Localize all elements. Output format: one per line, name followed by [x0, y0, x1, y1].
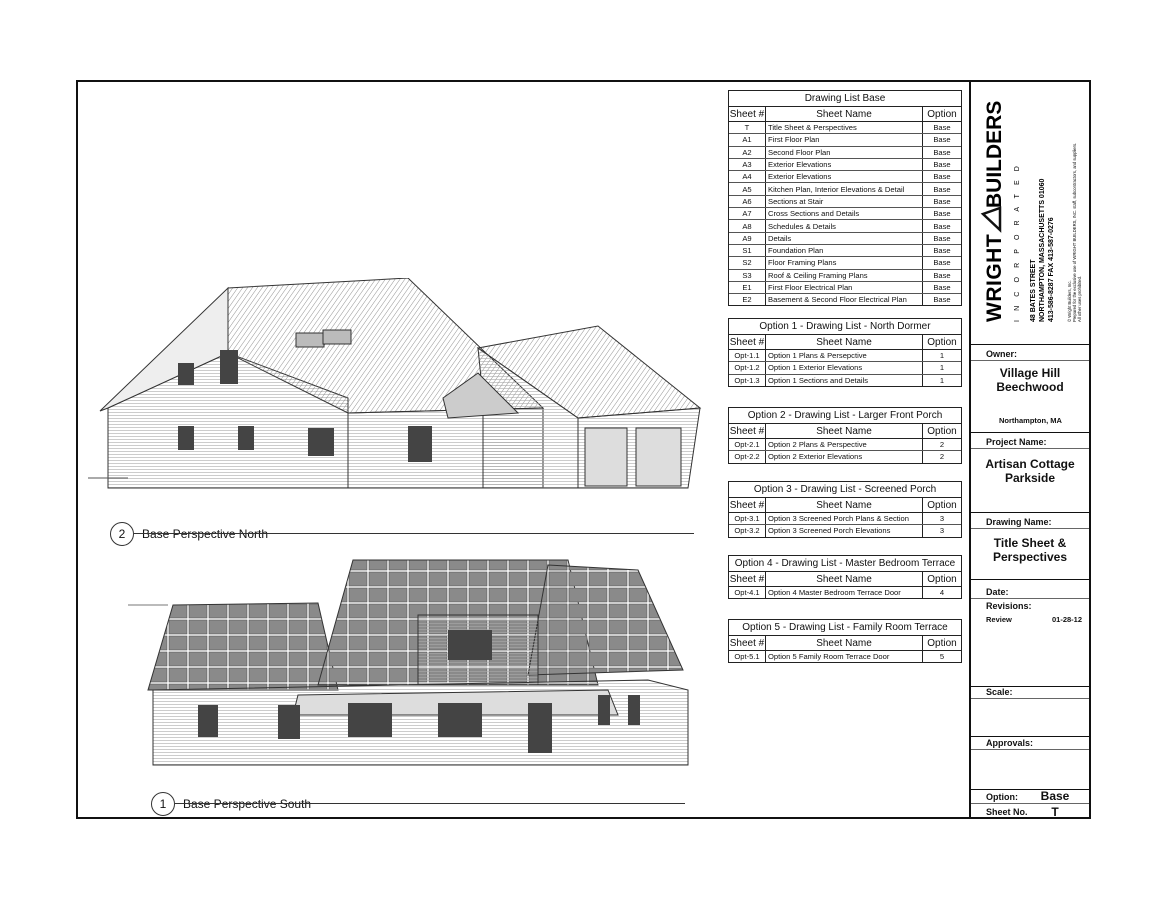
sheet-name-cell: Option 1 Plans & Persepctive [766, 350, 923, 362]
header-sheet-name: Sheet Name [766, 335, 923, 350]
sheet-name-cell: Sections at Stair [766, 195, 923, 207]
drawing-list-title: Drawing List Base [729, 91, 961, 107]
sheet-name-cell: Option 1 Sections and Details [766, 374, 923, 386]
sheet-number-cell: Opt-1.2 [729, 362, 766, 374]
option-cell: Base [923, 244, 962, 256]
project-label: Project Name: [986, 437, 1047, 447]
perspective-title: Base Perspective North [142, 527, 269, 541]
sheet-number-cell: T [729, 122, 766, 134]
drawing-list-table [729, 636, 961, 662]
drawing-name-line-2: Perspectives [992, 550, 1068, 564]
sheet-name-cell: Option 5 Family Room Terrace Door [766, 651, 923, 663]
sheet-name-cell: Option 4 Master Bedroom Terrace Door [766, 587, 923, 599]
table-row [729, 269, 961, 281]
company-name-right: BUILDERS [983, 100, 1006, 208]
divider [971, 736, 1089, 737]
table-row [729, 294, 961, 306]
sheet-name-cell: Option 3 Screened Porch Plans & Section [766, 513, 923, 525]
divider [971, 598, 1089, 599]
drawing-list-title: Option 2 - Drawing List - Larger Front Porch [729, 408, 961, 424]
option-cell: Base [923, 122, 962, 134]
sheet-number-cell: A3 [729, 158, 766, 170]
drawing-list-table [729, 107, 961, 305]
sheet-name-cell: Cross Sections and Details [766, 208, 923, 220]
sheet-name-cell: Schedules & Details [766, 220, 923, 232]
header-sheet-name: Sheet Name [766, 636, 923, 651]
sheet-name-cell: First Floor Electrical Plan [766, 281, 923, 293]
header-sheet-name: Sheet Name [766, 424, 923, 439]
option-value: Base [1040, 789, 1070, 803]
table-row [729, 362, 961, 374]
divider [971, 579, 1089, 580]
scale-label: Scale: [986, 687, 1013, 697]
option-cell: 2 [939, 452, 945, 462]
sheet-name-cell: Option 1 Exterior Elevations [766, 362, 923, 374]
table-row [729, 208, 961, 220]
option-cell: Base [923, 220, 962, 232]
north-perspective-drawing [88, 278, 708, 498]
sheet-name-cell: Roof & Ceiling Framing Plans [766, 269, 923, 281]
table-row [729, 232, 961, 244]
divider [971, 512, 1089, 513]
divider [971, 528, 1089, 529]
divider [971, 749, 1089, 750]
option-cell: 1 [939, 375, 945, 385]
sheet-name-cell: Details [766, 232, 923, 244]
project-name-line-2: Parkside [1004, 471, 1056, 485]
copyright-line-2: Prepared for the exclusive use of WRIGHT BUILDERS, INC. staff, subcontractors, and suppliers. [1072, 142, 1077, 322]
table-row [729, 220, 961, 232]
header-option: Option [923, 107, 962, 122]
table-row [729, 374, 961, 386]
owner-location: Northampton, MA [999, 416, 1062, 425]
divider [971, 448, 1089, 449]
drawing-list-table [729, 498, 961, 537]
header-option: Option [923, 335, 962, 350]
sheet-number-cell: S1 [729, 244, 766, 256]
table-row [729, 451, 961, 463]
header-sheet-number: Sheet # [729, 637, 765, 649]
sheet-number-cell: A4 [729, 171, 766, 183]
sheet-name-cell: First Floor Plan [766, 134, 923, 146]
company-logo-block [971, 82, 1089, 345]
option-cell: Base [923, 134, 962, 146]
sheet-number-cell: A2 [729, 146, 766, 158]
header-option: Option [923, 636, 962, 651]
option-cell: Base [923, 183, 962, 195]
table-row [729, 587, 961, 599]
option-cell: Base [923, 257, 962, 269]
south-perspective-drawing [128, 555, 698, 775]
header-sheet-name: Sheet Name [766, 572, 923, 587]
table-row [729, 146, 961, 158]
sheet-number-cell: A9 [729, 232, 766, 244]
option-cell: Base [923, 171, 962, 183]
option-cell: 3 [939, 526, 945, 536]
revisions-label: Revisions: [986, 601, 1032, 611]
review-date: 01-28-12 [1052, 615, 1083, 624]
header-sheet-number: Sheet # [729, 499, 765, 511]
drawing-list-table [729, 424, 961, 463]
drawing-list-title: Option 3 - Drawing List - Screened Porch [729, 482, 961, 498]
company-address-city: NORTHAMPTON, MASSACHUSETTS 01060 [1039, 178, 1046, 322]
drawing-list-table [729, 335, 961, 386]
option-cell: Base [933, 295, 951, 305]
option-cell: Base [923, 195, 962, 207]
owner-label: Owner: [986, 349, 1018, 359]
divider [971, 432, 1089, 433]
sheet-number-cell: A1 [729, 134, 766, 146]
option-cell: 1 [923, 350, 962, 362]
header-sheet-number: Sheet # [729, 425, 765, 437]
sheet-number-cell: E1 [729, 281, 766, 293]
option-cell: 4 [939, 588, 945, 598]
option-cell: 3 [923, 513, 962, 525]
company-logo [971, 82, 1089, 344]
option-cell: 5 [939, 652, 945, 662]
option-cell: 2 [923, 439, 962, 451]
company-incorporated: I N C O R P O R A T E D [1014, 162, 1021, 322]
sheet-number-cell: Opt-4.1 [729, 587, 766, 599]
drawing-list-title: Option 1 - Drawing List - North Dormer [729, 319, 961, 335]
table-row [729, 158, 961, 170]
approvals-label: Approvals: [986, 738, 1034, 748]
drawing-list-option-1 [728, 318, 962, 387]
drawing-name-line-1: Title Sheet & [993, 536, 1067, 550]
perspective-number: 1 [151, 792, 175, 816]
table-row [729, 257, 961, 269]
table-row [729, 525, 961, 537]
perspective-label-north [110, 522, 268, 546]
label-underline [134, 533, 694, 534]
owner-name-line-1: Village Hill [999, 366, 1061, 380]
drawing-list-base [728, 90, 962, 306]
table-row [729, 134, 961, 146]
option-cell: Base [923, 269, 962, 281]
sheet-number-value: T [1051, 805, 1059, 819]
header-option: Option [923, 498, 962, 513]
sheet-name-cell: Option 2 Plans & Perspective [766, 439, 923, 451]
copyright-line-1: © Wright Builders, Inc. [1067, 280, 1072, 322]
drawing-list-option-5 [728, 619, 962, 663]
label-underline [175, 803, 685, 804]
drawing-list-table [729, 572, 961, 598]
company-name-left: WRIGHT [983, 233, 1006, 322]
sheet-number-cell: A8 [729, 220, 766, 232]
perspective-label-south [151, 792, 311, 816]
perspective-number: 2 [110, 522, 134, 546]
table-row [729, 183, 961, 195]
sheet-name-cell: Foundation Plan [766, 244, 923, 256]
option-cell: Base [923, 158, 962, 170]
table-row [729, 513, 961, 525]
option-label: Option: [986, 792, 1018, 802]
drawing-list-title: Option 4 - Drawing List - Master Bedroom Terrace [729, 556, 961, 572]
option-cell: Base [923, 146, 962, 158]
option-cell: Base [923, 208, 962, 220]
perspective-title: Base Perspective South [183, 797, 312, 811]
sheet-number-cell: Opt-2.2 [729, 451, 766, 463]
sheet-name-cell: Exterior Elevations [766, 171, 923, 183]
company-address-street: 48 BATES STREET [1030, 259, 1037, 322]
sheet-name-cell: Floor Framing Plans [766, 257, 923, 269]
sheet-number-cell: E2 [729, 294, 766, 306]
table-row [729, 439, 961, 451]
header-sheet-name: Sheet Name [766, 498, 923, 513]
sheet-number-cell: Opt-1.1 [729, 350, 766, 362]
header-sheet-number: Sheet # [729, 108, 765, 120]
sheet-name-cell: Exterior Elevations [766, 158, 923, 170]
date-label: Date: [986, 587, 1009, 597]
header-sheet-number: Sheet # [729, 336, 765, 348]
divider [971, 360, 1089, 361]
review-label: Review [986, 615, 1012, 624]
option-cell: 1 [923, 362, 962, 374]
drawing-list-title: Option 5 - Drawing List - Family Room Terrace [729, 620, 961, 636]
sheet-number-cell: Opt-5.1 [729, 651, 766, 663]
sheet-name-cell: Second Floor Plan [766, 146, 923, 158]
drawing-list-option-2 [728, 407, 962, 464]
table-row [729, 281, 961, 293]
copyright-line-3: All other uses prohibited. [1077, 275, 1082, 322]
sheet-name-cell: Title Sheet & Perspectives [766, 122, 923, 134]
sheet-number-cell: S2 [729, 257, 766, 269]
sheet-number-cell: S3 [729, 269, 766, 281]
sheet-name-cell: Option 3 Screened Porch Elevations [766, 525, 923, 537]
header-sheet-name: Sheet Name [766, 107, 923, 122]
table-row [729, 350, 961, 362]
option-cell: Base [923, 281, 962, 293]
sheet-number-cell: A6 [729, 195, 766, 207]
sheet-name-cell: Basement & Second Floor Electrical Plan [766, 294, 923, 306]
header-option: Option [923, 572, 962, 587]
sheet-number-cell: Opt-3.1 [729, 513, 766, 525]
table-row [729, 195, 961, 207]
table-row [729, 244, 961, 256]
sheet-name-cell: Kitchen Plan, Interior Elevations & Detail [766, 183, 923, 195]
sheet-name-cell: Option 2 Exterior Elevations [766, 451, 923, 463]
table-row [729, 171, 961, 183]
drawing-name-label: Drawing Name: [986, 517, 1052, 527]
company-phone: 413-586-8287 FAX 413-587-0276 [1048, 217, 1055, 322]
project-name-line-1: Artisan Cottage [985, 457, 1075, 471]
header-option: Option [923, 424, 962, 439]
sheet-number-cell: Opt-2.1 [729, 439, 766, 451]
company-logo-triangle [983, 208, 1000, 230]
table-row [729, 651, 961, 663]
divider [971, 698, 1089, 699]
sheet-number-cell: Opt-3.2 [729, 525, 766, 537]
drawing-list-option-4 [728, 555, 962, 599]
drawing-list-option-3 [728, 481, 962, 538]
divider [971, 803, 1089, 804]
sheet-number-cell: Opt-1.3 [729, 374, 766, 386]
option-cell: Base [923, 232, 962, 244]
sheet-number-cell: A5 [729, 183, 766, 195]
title-block [971, 80, 1091, 819]
sheet-number-label: Sheet No. [986, 807, 1028, 817]
owner-name-line-2: Beechwood [996, 380, 1064, 394]
table-row [729, 122, 961, 134]
sheet-number-cell: A7 [729, 208, 766, 220]
header-sheet-number: Sheet # [729, 573, 765, 585]
